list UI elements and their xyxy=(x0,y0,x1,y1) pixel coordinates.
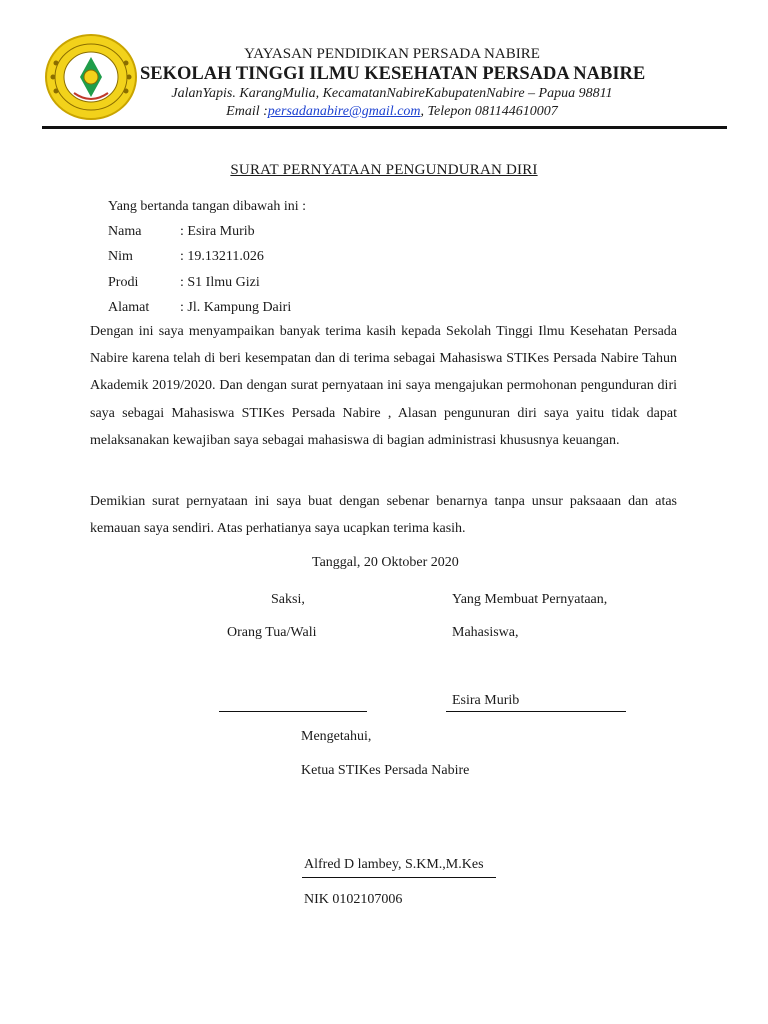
field-value-nama: : Esira Murib xyxy=(180,224,255,239)
email-label: Email : xyxy=(226,104,268,119)
field-label-alamat: Alamat xyxy=(108,300,150,315)
letterhead-rule xyxy=(42,126,727,129)
acknowledge-role: Ketua STIKes Persada Nabire xyxy=(301,763,470,778)
institution-logo xyxy=(44,33,138,121)
phone-text: , Telepon 081144610007 xyxy=(420,104,558,119)
body-paragraph-2: Demikian surat pernyataan ini saya buat dengan sebenar benarnya tanpa unsur paksaaan dan atas kemauan saya sendiri. Atas perhatianya saya ucapkan terima kasih. xyxy=(90,494,677,537)
witness-label: Saksi, xyxy=(271,592,305,607)
institution-address: JalanYapis. KarangMulia, KecamatanNabireKabupatenNabire – Papua 98811 xyxy=(171,86,613,101)
field-label-nama: Nama xyxy=(108,224,142,239)
maker-signature-line xyxy=(446,711,626,712)
intro-text: Yang bertanda tangan dibawah ini : xyxy=(108,199,307,214)
head-nik: NIK 0102107006 xyxy=(304,892,403,907)
field-label-nim: Nim xyxy=(108,249,133,264)
head-name: Alfred D lambey, S.KM.,M.Kes xyxy=(304,857,484,872)
foundation-name: YAYASAN PENDIDIKAN PERSADA NABIRE xyxy=(244,46,540,62)
maker-name: Esira Murib xyxy=(452,693,520,708)
document-title: SURAT PERNYATAAN PENGUNDURAN DIRI xyxy=(230,162,538,178)
institution-name: SEKOLAH TINGGI ILMU KESEHATAN PERSADA NABIRE xyxy=(140,64,646,84)
email-link[interactable]: persadanabire@gmail.com xyxy=(267,104,421,119)
field-value-alamat: : Jl. Kampung Dairi xyxy=(180,300,292,315)
contact-line xyxy=(140,104,644,120)
witness-signature-line xyxy=(219,711,367,712)
acknowledge-label: Mengetahui, xyxy=(301,729,372,744)
maker-label: Yang Membuat Pernyataan, xyxy=(452,592,608,607)
body-paragraph-1: Dengan ini saya menyampaikan banyak terima kasih kepada Sekolah Tinggi Ilmu Kesehatan Persada Nabire karena telah di beri kesempatan dan di terima sebagai Mahasiswa STIKes Persada Nabire Tahun Akademik 2019/2020. Dan dengan surat pernyataan ini saya mengajukan permohonan pengunduran diri saya sebagai Mahasiswa STIKes Persada Nabire , Alasan pengunuran diri saya yaitu tidak dapat melaksanakan kewajiban saya sebagai mahasiswa di bagian administrasi khususnya keuangan. xyxy=(90,324,677,448)
field-value-nim: : 19.13211.026 xyxy=(180,249,264,264)
field-value-prodi: : S1 Ilmu Gizi xyxy=(180,275,260,290)
head-signature-line xyxy=(302,877,496,878)
letter-date: Tanggal, 20 Oktober 2020 xyxy=(312,555,459,570)
field-label-prodi: Prodi xyxy=(108,275,139,290)
maker-role: Mahasiswa, xyxy=(452,625,519,640)
witness-role: Orang Tua/Wali xyxy=(227,625,317,640)
